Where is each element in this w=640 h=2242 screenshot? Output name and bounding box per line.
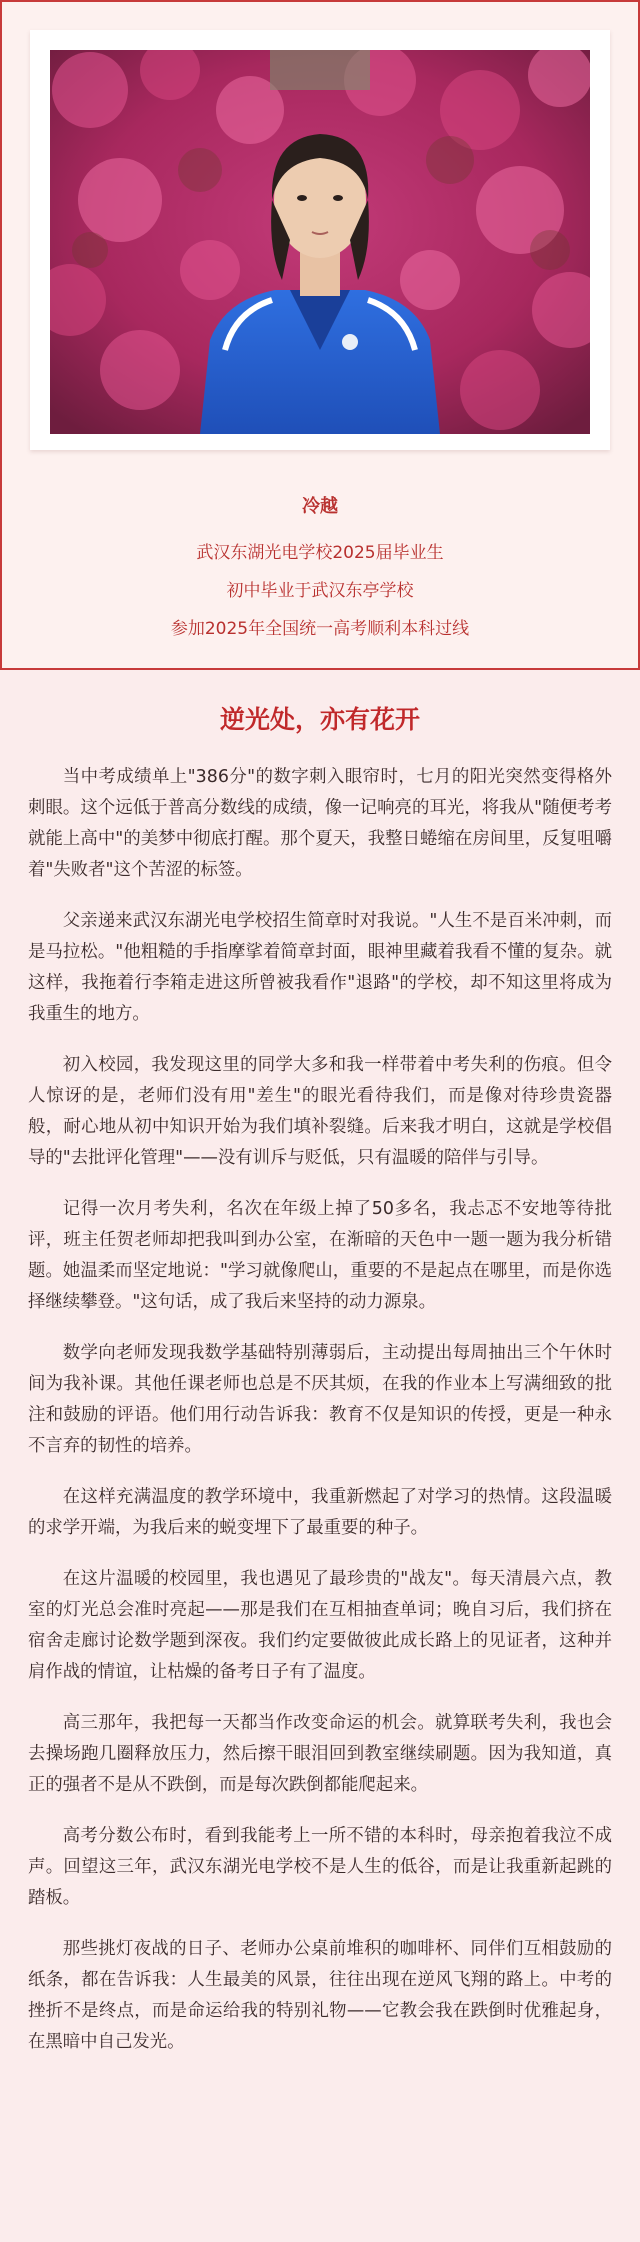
article-title: 逆光处，亦有花开 xyxy=(219,705,420,734)
article-paragraph: 当中考成绩单上"386分"的数字刺入眼帘时，七月的阳光突然变得格外刺眼。这个远低于普高分数线的成绩，像一记响亮的耳光，将我从"随便考考就能上高中"的美梦中彻底打醒。那个夏天，我整日蜷缩在房间里，反复咀嚼着"失败者"这个苦涩的标签。 xyxy=(28,767,612,880)
article-paragraph: 初入校园，我发现这里的同学大多和我一样带着中考失利的伤痕。但令人惊讶的是，老师们没有用"差生"的眼光看待我们，而是像对待珍贵瓷器般，耐心地从初中知识开始为我们填补裂缝。后来我才明白，这就是学校倡导的"去批评化管理"——没有训斥与贬低，只有温暖的陪伴与引导。 xyxy=(28,1055,612,1168)
photo-frame xyxy=(30,30,610,450)
article-paragraph: 那些挑灯夜战的日子、老师办公桌前堆积的咖啡杯、同伴们互相鼓励的纸条，都在告诉我：人生最美的风景，往往出现在逆风飞翔的路上。中考的挫折不是终点，而是命运给我的特别礼物——它教会我在跌倒时优雅起身，在黑暗中自己发光。 xyxy=(28,1939,612,2052)
article-paragraph: 高考分数公布时，看到我能考上一所不错的本科时，母亲抱着我泣不成声。回望这三年，武汉东湖光电学校不是人生的低谷，而是让我重新起跳的踏板。 xyxy=(28,1826,612,1908)
profile-line-exam-result: 参加2025年全国统一高考顺利本科过线 xyxy=(170,619,470,639)
student-name: 冷越 xyxy=(302,496,338,517)
article-paragraph: 记得一次月考失利，名次在年级上掉了50多名，我忐忑不安地等待批评，班主任贺老师却把我叫到办公室，在渐暗的天色中一题一题为我分析错题。她温柔而坚定地说："学习就像爬山，重要的不是起点在哪里，而是你选择继续攀登。"这句话，成了我后来坚持的动力源泉。 xyxy=(28,1199,612,1312)
profile-line-school: 武汉东湖光电学校2025届毕业生 xyxy=(196,543,444,563)
portrait-illustration xyxy=(50,50,590,434)
article-paragraph: 高三那年，我把每一天都当作改变命运的机会。就算联考失利，我也会去操场跑几圈释放压力，然后擦干眼泪回到教室继续刷题。因为我知道，真正的强者不是从不跌倒，而是每次跌倒都能爬起来。 xyxy=(28,1713,612,1795)
article-paragraph: 数学向老师发现我数学基础特别薄弱后，主动提出每周抽出三个午休时间为我补课。其他任课老师也总是不厌其烦，在我的作业本上写满细致的批注和鼓励的评语。他们用行动告诉我：教育不仅是知识的传授，更是一种永不言弃的韧性的培养。 xyxy=(28,1343,612,1456)
article-paragraph: 在这样充满温度的教学环境中，我重新燃起了对学习的热情。这段温暖的求学开端，为我后来的蜕变埋下了最重要的种子。 xyxy=(28,1487,612,1538)
profile-info xyxy=(2,492,638,650)
profile-line-middle-school: 初中毕业于武汉东亭学校 xyxy=(226,581,414,601)
article-paragraph: 在这片温暖的校园里，我也遇见了最珍贵的"战友"。每天清晨六点，教室的灯光总会准时亮起——那是我们在互相抽查单词；晚自习后，我们挤在宿舍走廊讨论数学题到深夜。我们约定要做彼此成长路上的见证者，这种并肩作战的情谊，让枯燥的备考日子有了温度。 xyxy=(28,1569,612,1682)
student-photo xyxy=(50,50,590,434)
article xyxy=(28,700,612,2078)
profile-card xyxy=(0,0,640,670)
article-paragraph: 父亲递来武汉东湖光电学校招生简章时对我说。"人生不是百米冲刺，而是马拉松。"他粗糙的手指摩挲着简章封面，眼神里藏着我看不懂的复杂。就这样，我拖着行李箱走进这所曾被我看作"退路"的学校，却不知这里将成为我重生的地方。 xyxy=(28,911,612,1024)
